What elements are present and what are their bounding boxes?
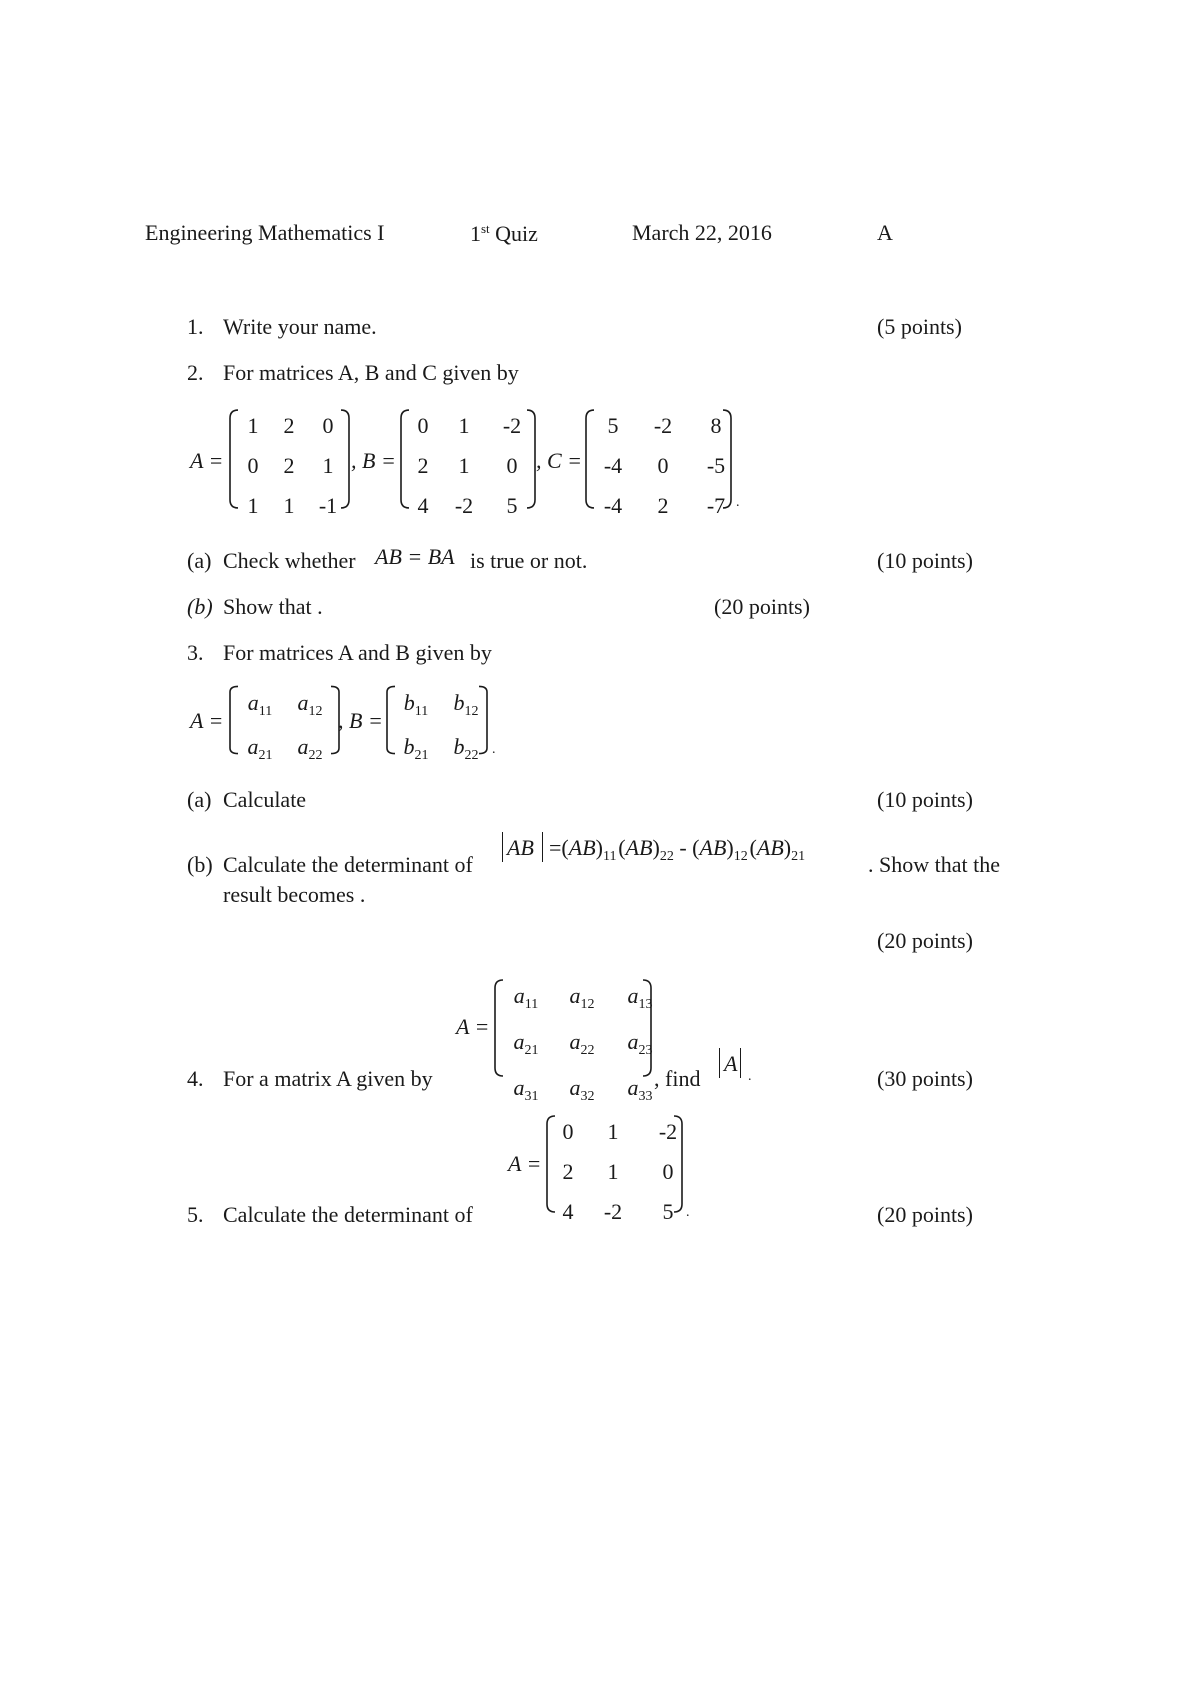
formula-paren: ( bbox=[747, 835, 757, 860]
formula-paren: ) bbox=[783, 835, 792, 860]
q3b-label: (b) bbox=[187, 852, 213, 877]
q4-cell: $a_{11}$ bbox=[513, 983, 539, 1012]
q4-det-A: A bbox=[724, 1051, 738, 1076]
q3-B-cell: $b_{21}$ bbox=[403, 734, 429, 763]
q2-B-cell: 5 bbox=[506, 493, 518, 518]
q5-A-cell: -2 bbox=[658, 1119, 678, 1144]
q4-text: For a matrix A given by bbox=[223, 1066, 433, 1091]
q4-cell: $a_{33}$ bbox=[627, 1075, 653, 1104]
q4-cell: $a_{31}$ bbox=[513, 1075, 539, 1104]
q2-matrix-C-left-paren bbox=[585, 408, 595, 510]
q2-B-cell: 1 bbox=[458, 413, 470, 438]
q4-det-bar-right bbox=[740, 1048, 741, 1078]
q2-label-C: , C = bbox=[536, 448, 583, 473]
q3a-points: (10 points) bbox=[877, 787, 973, 812]
q3a-text: Calculate bbox=[223, 787, 307, 812]
q2-matrix-B-right-paren bbox=[526, 408, 536, 510]
q2-text: For matrices A, B and C given by bbox=[223, 360, 519, 385]
q3a-label: (a) bbox=[187, 787, 212, 812]
quiz-word: Quiz bbox=[495, 221, 538, 246]
formula-paren: ) bbox=[726, 835, 734, 860]
q2-label-A: A = bbox=[190, 448, 224, 473]
q2-B-cell: 0 bbox=[506, 453, 518, 478]
q3-matrix-B-left-paren bbox=[386, 685, 396, 755]
q4-matrix-left-paren bbox=[494, 978, 504, 1078]
q2b-text: Show that . bbox=[223, 594, 323, 619]
q3-matrix-B bbox=[396, 690, 486, 764]
q3-A-cell: $a_{12}$ bbox=[297, 690, 323, 719]
q3-A-cell: $a_{21}$ bbox=[247, 734, 273, 763]
q2-B-cell: 4 bbox=[417, 493, 429, 518]
q2-matrix-C bbox=[596, 413, 736, 519]
formula-term: AB bbox=[568, 835, 596, 860]
formula-paren: ( bbox=[616, 835, 626, 860]
q4-cell: $a_{22}$ bbox=[569, 1029, 595, 1058]
q3b-det-bar-left bbox=[502, 832, 503, 862]
q5-A-cell: 0 bbox=[662, 1159, 674, 1184]
q3-B-cell: $b_{22}$ bbox=[453, 734, 479, 763]
header-date: March 22, 2016 bbox=[632, 220, 772, 245]
q3b-det-lhs: AB bbox=[507, 835, 534, 860]
q3-B-cell: $b_{11}$ bbox=[403, 690, 429, 719]
q3b-det-bar-right bbox=[542, 832, 543, 862]
q2b-points: (20 points) bbox=[714, 594, 810, 619]
q4-label-A: A = bbox=[456, 1014, 490, 1039]
q3-text: For matrices A and B given by bbox=[223, 640, 492, 665]
quiz-number: 1 bbox=[470, 221, 481, 246]
q2-C-cell: 2 bbox=[657, 493, 669, 518]
q5-A-cell: 0 bbox=[562, 1119, 574, 1144]
formula-paren: ( bbox=[561, 835, 569, 860]
q1-points: (5 points) bbox=[877, 314, 962, 339]
formula-term: AB bbox=[699, 835, 727, 860]
q1-text: Write your name. bbox=[223, 314, 377, 339]
formula-paren: ( bbox=[692, 835, 700, 860]
header-course: Engineering Mathematics I bbox=[145, 220, 385, 245]
q3-label-B: , B = bbox=[338, 708, 383, 733]
q3-label-A: A = bbox=[190, 708, 224, 733]
q5-A-cell: 5 bbox=[662, 1199, 674, 1224]
q2a-text-after: is true or not. bbox=[470, 548, 588, 573]
q5-label-A: A = bbox=[508, 1151, 542, 1176]
q2-label-B: , B = bbox=[351, 448, 396, 473]
q2-A-cell: 1 bbox=[247, 493, 259, 518]
q2-C-cell: -2 bbox=[653, 413, 673, 438]
q4-cell: $a_{13}$ bbox=[627, 983, 653, 1012]
q4-det-bar-left bbox=[719, 1048, 720, 1078]
q3b-points: (20 points) bbox=[877, 928, 973, 953]
header-quiz bbox=[470, 222, 538, 245]
formula-term: AB bbox=[756, 835, 784, 860]
q2-A-cell: 1 bbox=[247, 413, 259, 438]
formula-eq: = bbox=[549, 835, 562, 860]
q4-period: . bbox=[748, 1069, 752, 1084]
q2-C-cell: -4 bbox=[603, 493, 623, 518]
q5-A-cell: 4 bbox=[562, 1199, 574, 1224]
q2-B-cell: 2 bbox=[417, 453, 429, 478]
q5-matrix bbox=[556, 1119, 690, 1225]
q2a-text: Check whether bbox=[223, 548, 356, 573]
formula-sub: 11 bbox=[602, 849, 617, 864]
q3b-text: Calculate the determinant of bbox=[223, 852, 473, 877]
q2-matrix-C-right-paren bbox=[722, 408, 732, 510]
formula-minus: - bbox=[679, 835, 687, 860]
q3-B-cell: $b_{12}$ bbox=[453, 690, 479, 719]
q3-period: . bbox=[492, 742, 496, 757]
q2-number: 2. bbox=[187, 360, 204, 385]
q5-A-cell: 2 bbox=[562, 1159, 574, 1184]
q3-A-cell: $a_{22}$ bbox=[297, 734, 323, 763]
q2-C-cell: 5 bbox=[607, 413, 619, 438]
q4-cell: $a_{23}$ bbox=[627, 1029, 653, 1058]
formula-paren: ) bbox=[595, 835, 603, 860]
q2b-label: (b) bbox=[187, 594, 213, 619]
q2a-points: (10 points) bbox=[877, 548, 973, 573]
q3-number: 3. bbox=[187, 640, 204, 665]
quiz-ordinal: st bbox=[481, 221, 490, 236]
q2-A-cell: -1 bbox=[318, 493, 338, 518]
q4-find: , find bbox=[654, 1066, 701, 1091]
formula-paren: ) bbox=[652, 835, 660, 860]
q2-matrix-A-right-paren bbox=[340, 408, 350, 510]
q5-matrix-right-paren bbox=[673, 1114, 683, 1214]
q4-number: 4. bbox=[187, 1066, 204, 1091]
q2-C-cell: -7 bbox=[706, 493, 726, 518]
q2-B-cell: -2 bbox=[502, 413, 522, 438]
q4-matrix bbox=[504, 983, 664, 1105]
q5-text: Calculate the determinant of bbox=[223, 1202, 473, 1227]
q5-A-cell: 1 bbox=[607, 1119, 619, 1144]
q2-C-cell: -5 bbox=[706, 453, 726, 478]
formula-sub: 12 bbox=[733, 849, 748, 864]
q2-period: . bbox=[736, 495, 740, 510]
q2-B-cell: -2 bbox=[454, 493, 474, 518]
formula-term: AB bbox=[625, 835, 653, 860]
q5-matrix-left-paren bbox=[546, 1114, 556, 1214]
q4-points: (30 points) bbox=[877, 1066, 973, 1091]
q5-A-cell: -2 bbox=[603, 1199, 623, 1224]
q5-period: . bbox=[686, 1205, 690, 1220]
q2-matrix-B-left-paren bbox=[400, 408, 410, 510]
header-version: A bbox=[877, 220, 893, 245]
q2-A-cell: 2 bbox=[283, 413, 295, 438]
q4-cell: $a_{21}$ bbox=[513, 1029, 539, 1058]
q2a-label: (a) bbox=[187, 548, 212, 573]
q2a-math: AB = BA bbox=[375, 544, 455, 569]
q2-A-cell: 0 bbox=[322, 413, 334, 438]
q2-A-cell: 0 bbox=[247, 453, 259, 478]
q4-matrix-right-paren bbox=[642, 978, 652, 1078]
q2-A-cell: 1 bbox=[283, 493, 295, 518]
q2-A-cell: 1 bbox=[322, 453, 334, 478]
q2-C-cell: 8 bbox=[710, 413, 722, 438]
q3-matrix-A bbox=[240, 690, 330, 764]
q5-points: (20 points) bbox=[877, 1202, 973, 1227]
q5-A-cell: 1 bbox=[607, 1159, 619, 1184]
q3-matrix-B-right-paren bbox=[478, 685, 488, 755]
q2-matrix-A-left-paren bbox=[229, 408, 239, 510]
q2-matrix-B bbox=[410, 413, 532, 519]
q2-B-cell: 0 bbox=[417, 413, 429, 438]
q5-number: 5. bbox=[187, 1202, 204, 1227]
q3-A-cell: $a_{11}$ bbox=[247, 690, 273, 719]
formula-sub: 21 bbox=[791, 849, 806, 864]
q4-cell: $a_{32}$ bbox=[569, 1075, 595, 1104]
q3b-text-after: . Show that the bbox=[868, 852, 1000, 877]
q1-number: 1. bbox=[187, 314, 204, 339]
q2-matrix-A bbox=[240, 413, 344, 519]
q4-cell: $a_{12}$ bbox=[569, 983, 595, 1012]
q3b-formula-rhs bbox=[549, 837, 805, 864]
q2-A-cell: 2 bbox=[283, 453, 295, 478]
formula-sub: 22 bbox=[659, 849, 674, 864]
q3-matrix-A-left-paren bbox=[229, 685, 239, 755]
q2-C-cell: 0 bbox=[657, 453, 669, 478]
q3b-line2: result becomes . bbox=[223, 882, 366, 907]
q2-C-cell: -4 bbox=[603, 453, 623, 478]
q2-B-cell: 1 bbox=[458, 453, 470, 478]
